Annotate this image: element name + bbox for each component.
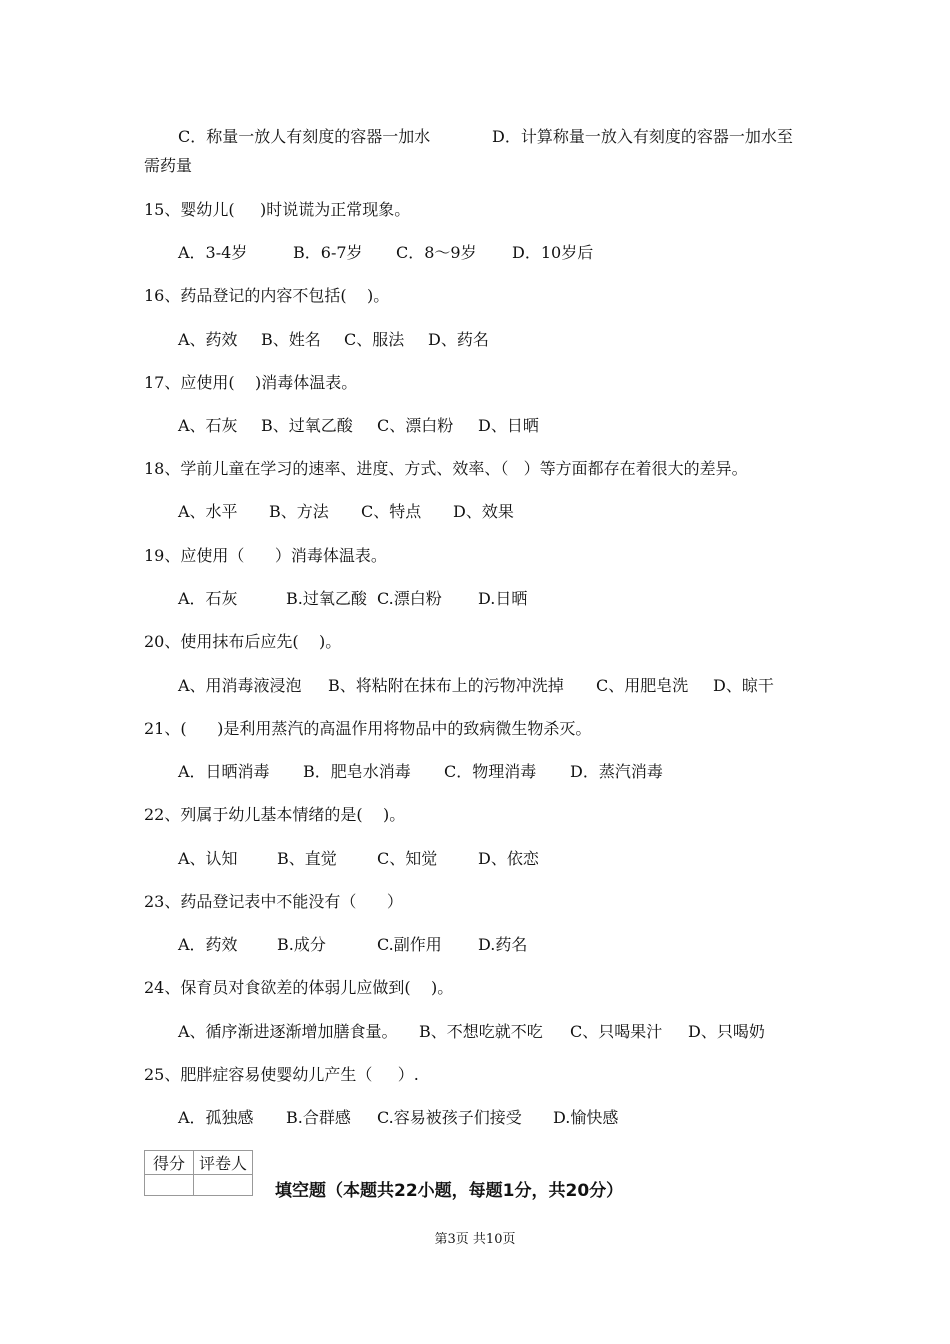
option-b: B、过氧乙酸 — [261, 416, 353, 435]
option-a: A、用消毒液浸泡 — [178, 676, 302, 695]
question-24-stem: 24、保育员对食欲差的体弱儿应做到( )。 — [144, 978, 454, 997]
question-21-stem: 21、( )是利用蒸汽的高温作用将物品中的致病微生物杀灭。 — [144, 719, 592, 738]
score-box — [144, 1150, 253, 1196]
option-b: B.合群感 — [286, 1108, 351, 1127]
option-c: C、漂白粉 — [377, 416, 454, 435]
option-b: B、不想吃就不吃 — [419, 1022, 543, 1041]
option-d: D、效果 — [453, 502, 514, 521]
option-a: A、药效 — [178, 330, 238, 349]
option-d: D.药名 — [478, 935, 528, 954]
option-c: C、只喝果汁 — [570, 1022, 663, 1041]
option-a: A、循序渐进逐渐增加膳食量。 — [178, 1022, 398, 1041]
option-c: C、特点 — [361, 502, 422, 521]
option-d: D、日晒 — [478, 416, 539, 435]
grader-cell[interactable] — [194, 1175, 253, 1196]
option-a: A、认知 — [178, 849, 238, 868]
option-d: D．10岁后 — [512, 243, 594, 262]
question-22-stem: 22、列属于幼儿基本情绪的是( )。 — [144, 805, 406, 824]
option-d: D、晾干 — [713, 676, 774, 695]
option-a: A．3-4岁 — [178, 243, 248, 262]
grader-header: 评卷人 — [194, 1151, 253, 1175]
option-c: C.漂白粉 — [377, 589, 442, 608]
option-c: C.容易被孩子们接受 — [377, 1108, 522, 1127]
option-a: A、石灰 — [178, 416, 238, 435]
option-c: C、知觉 — [377, 849, 438, 868]
option-d: D、依恋 — [478, 849, 539, 868]
q14-option-d-wrap: 需药量 — [144, 156, 193, 175]
option-b: B.过氧乙酸 — [286, 589, 367, 608]
question-23-stem: 23、药品登记表中不能没有（ ） — [144, 892, 403, 911]
question-15-stem: 15、婴幼儿( )时说谎为正常现象。 — [144, 200, 411, 219]
option-c: C、用肥皂洗 — [596, 676, 689, 695]
option-c: C．物理消毒 — [444, 762, 537, 781]
option-a: A、水平 — [178, 502, 238, 521]
question-16-stem: 16、药品登记的内容不包括( )。 — [144, 286, 390, 305]
option-a: A．石灰 — [178, 589, 238, 608]
option-d: D、只喝奶 — [688, 1022, 765, 1041]
option-c: C、服法 — [344, 330, 405, 349]
option-b: B、直觉 — [277, 849, 337, 868]
q14-option-c: C．称量一放人有刻度的容器一加水 — [178, 127, 431, 146]
page-footer: 第3页 共10页 — [434, 1232, 516, 1247]
option-d: D、药名 — [428, 330, 489, 349]
option-b: B．肥皂水消毒 — [303, 762, 411, 781]
option-b: B、将粘附在抹布上的污物冲洗掉 — [328, 676, 564, 695]
question-17-stem: 17、应使用( )消毒体温表。 — [144, 373, 358, 392]
option-d: D.日晒 — [478, 589, 528, 608]
question-20-stem: 20、使用抹布后应先( )。 — [144, 632, 342, 651]
option-a: A．药效 — [178, 935, 238, 954]
option-c: C.副作用 — [377, 935, 442, 954]
q14-option-d: D．计算称量一放入有刻度的容器一加水至 — [492, 127, 793, 146]
option-a: A．日晒消毒 — [178, 762, 270, 781]
option-b: B.成分 — [277, 935, 326, 954]
option-b: B．6-7岁 — [293, 243, 363, 262]
option-b: B、方法 — [269, 502, 329, 521]
score-cell[interactable] — [145, 1175, 194, 1196]
option-d: D.愉快感 — [553, 1108, 619, 1127]
question-19-stem: 19、应使用（ ）消毒体温表。 — [144, 546, 387, 565]
option-c: C．8～9岁 — [396, 243, 477, 262]
section-title: 填空题（本题共22小题，每题1分，共20分） — [275, 1181, 624, 1201]
score-header: 得分 — [145, 1151, 194, 1175]
question-25-stem: 25、肥胖症容易使婴幼儿产生（ ）. — [144, 1065, 419, 1084]
question-18-stem: 18、学前儿童在学习的速率、进度、方式、效率、（ ）等方面都存在着很大的差异。 — [144, 459, 748, 478]
option-b: B、姓名 — [261, 330, 321, 349]
option-d: D．蒸汽消毒 — [570, 762, 663, 781]
option-a: A．孤独感 — [178, 1108, 254, 1127]
